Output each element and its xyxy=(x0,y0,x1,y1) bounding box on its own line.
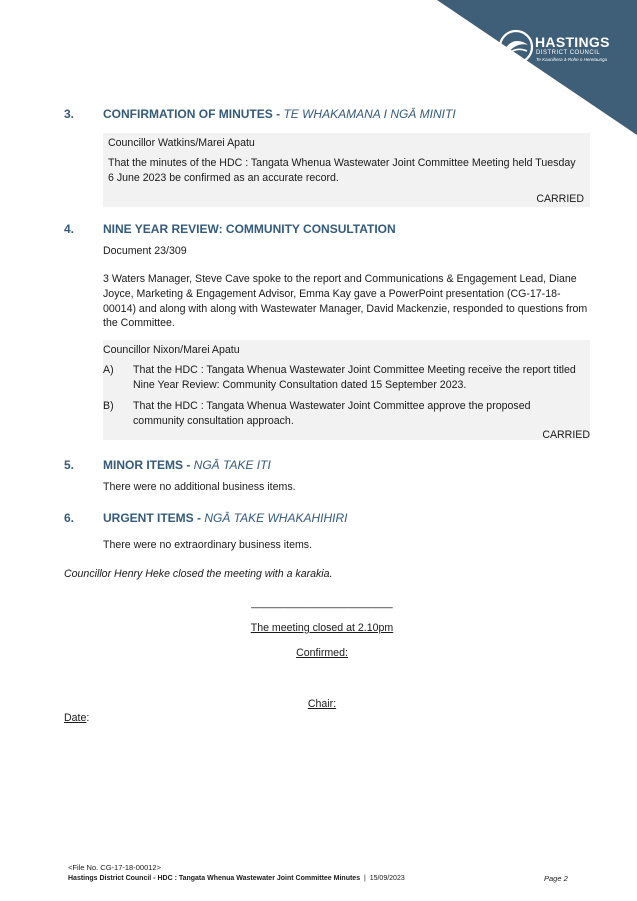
chair-label: Chair: xyxy=(307,698,337,710)
logo-name: HASTINGS xyxy=(535,34,610,50)
section-4-mover: Councillor Nixon/Marei Apatu xyxy=(103,344,240,356)
section-3-mover: Councillor Watkins/Marei Apatu xyxy=(108,137,255,149)
resolution-item-letter: A) xyxy=(103,364,114,376)
date-label-text: Date xyxy=(64,712,87,724)
section-6-body: There were no extraordinary business items. xyxy=(103,539,313,551)
section-4-result: CARRIED xyxy=(542,429,590,441)
council-logo xyxy=(498,29,628,69)
resolution-item-text: That the HDC : Tangata Whenua Wastewater Joint Committee approve the proposed community consultation approach. xyxy=(133,400,531,427)
section-3-heading xyxy=(103,106,456,123)
section-3-number: 3. xyxy=(64,107,75,121)
section-4-document: Document 23/309 xyxy=(103,245,187,257)
section-5-number: 5. xyxy=(64,458,75,472)
date-label-colon: : xyxy=(86,712,90,724)
section-3-result: CARRIED xyxy=(536,193,584,205)
footer-separator: | xyxy=(360,875,370,882)
date-label xyxy=(64,711,89,726)
footer-file-number: <File No. CG-17-18-00012> xyxy=(68,863,161,872)
section-4-number: 4. xyxy=(64,222,75,236)
confirmed-label: Confirmed: xyxy=(296,647,348,659)
footer-document-title: Hastings District Council - HDC : Tangata Whenua Wastewater Joint Committee Minutes xyxy=(68,875,361,882)
footer-document-line xyxy=(68,874,405,884)
section-3-motion: That the minutes of the HDC : Tangata Whenua Wastewater Joint Committee Meeting held Tuesday 6 June 2023 be confirmed as an accurate record. xyxy=(108,157,576,184)
meeting-closed-time: The meeting closed at 2.10pm xyxy=(250,622,394,634)
council-logo-icon xyxy=(498,29,534,65)
logo-subtitle: DISTRICT COUNCIL xyxy=(536,50,601,56)
footer-page-number: Page 2 xyxy=(544,874,568,883)
resolution-item-letter: B) xyxy=(103,400,114,412)
section-6-number: 6. xyxy=(64,511,75,525)
resolution-item-text: That the HDC : Tangata Whenua Wastewater Joint Committee Meeting receive the report titled Nine Year Review: Community Consultation dated 15 September 2023. xyxy=(133,364,576,391)
section-4-body: 3 Waters Manager, Steve Cave spoke to the report and Communications & Engagement Lead, Diane Joyce, Marketing & Engagement Advisor, Emma Kay gave a PowerPoint presentation (CG-17-18-00014) and along with along with Wastewater Manager, David Mackenzie, responded to questions from the Committee. xyxy=(103,273,588,330)
signature-rule: ________________________ xyxy=(251,597,393,609)
section-5-heading xyxy=(103,457,271,474)
section-3-title-maori: TE WHAKAMANA I NGĀ MINITI xyxy=(283,107,456,121)
section-6-title: URGENT ITEMS - xyxy=(103,511,205,525)
section-5-title: MINOR ITEMS - xyxy=(103,458,194,472)
logo-tagline: Te Kaunihera ā-Rohe o Heretaunga xyxy=(536,57,608,62)
section-6-heading xyxy=(103,510,347,527)
section-5-title-maori: NGĀ TAKE ITI xyxy=(193,458,271,472)
section-6-title-maori: NGĀ TAKE WHAKAHIHIRI xyxy=(204,511,348,525)
section-4-heading: NINE YEAR REVIEW: COMMUNITY CONSULTATION xyxy=(103,222,396,236)
karakia-note: Councillor Henry Heke closed the meeting with a karakia. xyxy=(64,568,333,580)
section-3-title: CONFIRMATION OF MINUTES - xyxy=(103,107,284,121)
section-5-body: There were no additional business items. xyxy=(103,481,296,493)
footer-date: 15/09/2023 xyxy=(369,875,405,882)
